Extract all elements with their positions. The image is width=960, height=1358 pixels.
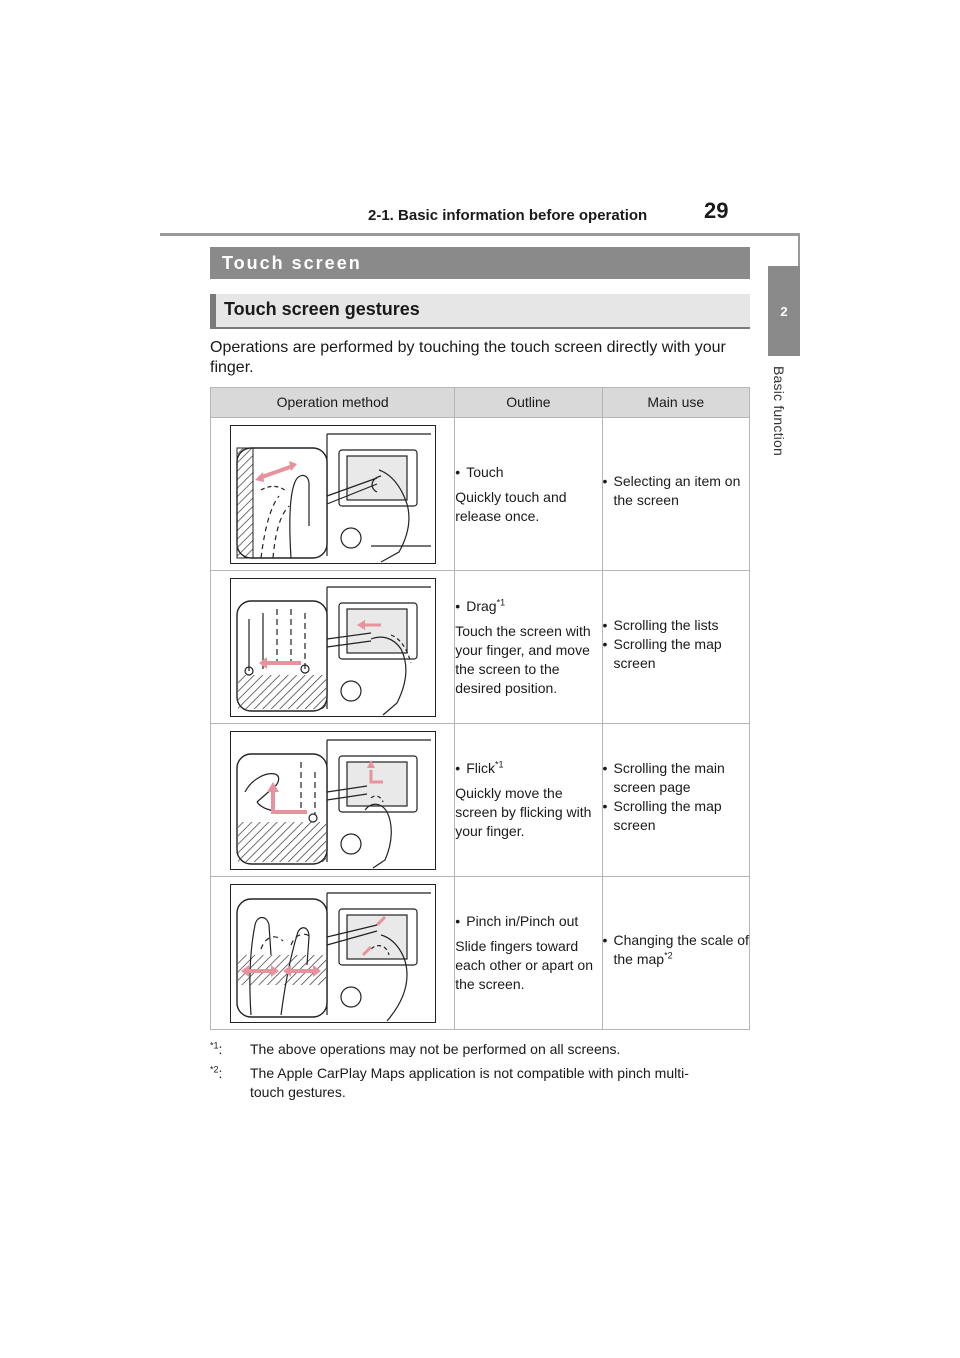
drag-gesture-illustration (230, 578, 436, 717)
footnote-1: $^{*1}$: The above operations may not be performed on all screens. (210, 1040, 621, 1057)
chapter-tab (768, 266, 800, 356)
outline-cell (455, 724, 602, 877)
list-item (603, 759, 750, 797)
list-item (603, 472, 750, 510)
header-rule (160, 233, 800, 236)
footnote-text: The above operations may not be performed on all screens. (250, 1041, 621, 1057)
gesture-outline: Slide fingers toward each other or apart on the screen. (455, 938, 593, 992)
illustration-cell (211, 418, 455, 571)
subsection-title: Touch screen gestures (210, 294, 750, 328)
running-header-section: 2-1. Basic information before operation (368, 207, 648, 224)
footnote-2: $^{*2}$: The Apple CarPlay Maps application is not compatible with pinch multi- touch gestures. (210, 1064, 755, 1102)
gestures-table (210, 387, 750, 1030)
bullet-icon: • (455, 760, 461, 776)
bullet-icon: • (602, 760, 608, 776)
gesture-label: Pinch in/Pinch out (466, 913, 579, 929)
page-number: 29 (704, 198, 729, 223)
chapter-number: 2 (780, 303, 788, 319)
bullet-icon: • (602, 798, 608, 814)
table-row (211, 877, 750, 1030)
footnote-mark: *1 (210, 1040, 219, 1051)
main-use-text: Scrolling the map screen (613, 798, 722, 833)
section-title: Touch screen (210, 247, 750, 279)
bullet-icon: • (602, 635, 608, 652)
gesture-outline: Quickly move the screen by flicking with your finger. (455, 785, 592, 839)
pinch-gesture-illustration (230, 884, 436, 1023)
chapter-label-text: Basic function (771, 366, 787, 456)
col-header-method: Operation method (211, 388, 455, 418)
main-use-cell (602, 724, 750, 877)
main-use-text: Changing the scale of the map (613, 932, 749, 967)
footnote-mark: *2 (664, 950, 673, 961)
outline-cell (455, 571, 602, 724)
outline-cell (455, 418, 602, 571)
main-use-cell (602, 571, 750, 724)
table-row (211, 724, 750, 877)
outline-cell (455, 877, 602, 1030)
bullet-icon: • (455, 913, 461, 929)
footnote-text: The Apple CarPlay Maps application is not compatible with pinch multi- (250, 1065, 689, 1081)
main-use-text: Scrolling the map screen (613, 635, 722, 671)
gesture-outline: Touch the screen with your finger, and move the screen to the desired position. (455, 622, 591, 696)
col-header-main-use: Main use (602, 388, 750, 418)
gesture-outline: Quickly touch and release once. (455, 488, 567, 524)
list-item (603, 616, 750, 635)
bullet-icon: • (455, 597, 461, 614)
footnote-mark: *1 (495, 759, 504, 770)
table-header-row (211, 388, 750, 418)
footnote-mark: *1 (496, 596, 506, 607)
list-item (603, 797, 750, 835)
footnote-mark: *2 (210, 1064, 219, 1075)
main-use-text: Selecting an item on the screen (613, 473, 741, 508)
touch-gesture-illustration (230, 425, 436, 564)
gesture-name (455, 463, 601, 482)
list-item (603, 635, 750, 673)
col-header-outline: Outline (455, 388, 602, 418)
gesture-name (455, 597, 601, 616)
main-use-text: Scrolling the lists (613, 616, 719, 633)
illustration-cell (211, 571, 455, 724)
list-item (603, 931, 750, 969)
main-use-text: Scrolling the main screen page (613, 760, 725, 795)
chapter-label (771, 366, 797, 476)
bullet-icon: • (602, 473, 608, 489)
bullet-icon: • (602, 932, 608, 948)
footnote-text-continued: touch gestures. (250, 1084, 346, 1100)
main-use-cell (602, 877, 750, 1030)
illustration-cell (211, 724, 455, 877)
main-use-cell (602, 418, 750, 571)
illustration-cell (211, 877, 455, 1030)
intro-paragraph: Operations are performed by touching the touch screen directly with your finger. (210, 339, 726, 376)
side-rule (798, 236, 800, 266)
gesture-label: Flick (466, 760, 496, 776)
gesture-label: Touch (466, 463, 504, 480)
flick-gesture-illustration (230, 731, 436, 870)
table-row (211, 418, 750, 571)
gesture-name (455, 912, 601, 931)
gesture-name (455, 759, 601, 778)
bullet-icon: • (455, 463, 461, 480)
subsection-rule (210, 327, 750, 329)
table-row (211, 571, 750, 724)
gesture-label: Drag (466, 597, 497, 614)
bullet-icon: • (602, 616, 608, 633)
